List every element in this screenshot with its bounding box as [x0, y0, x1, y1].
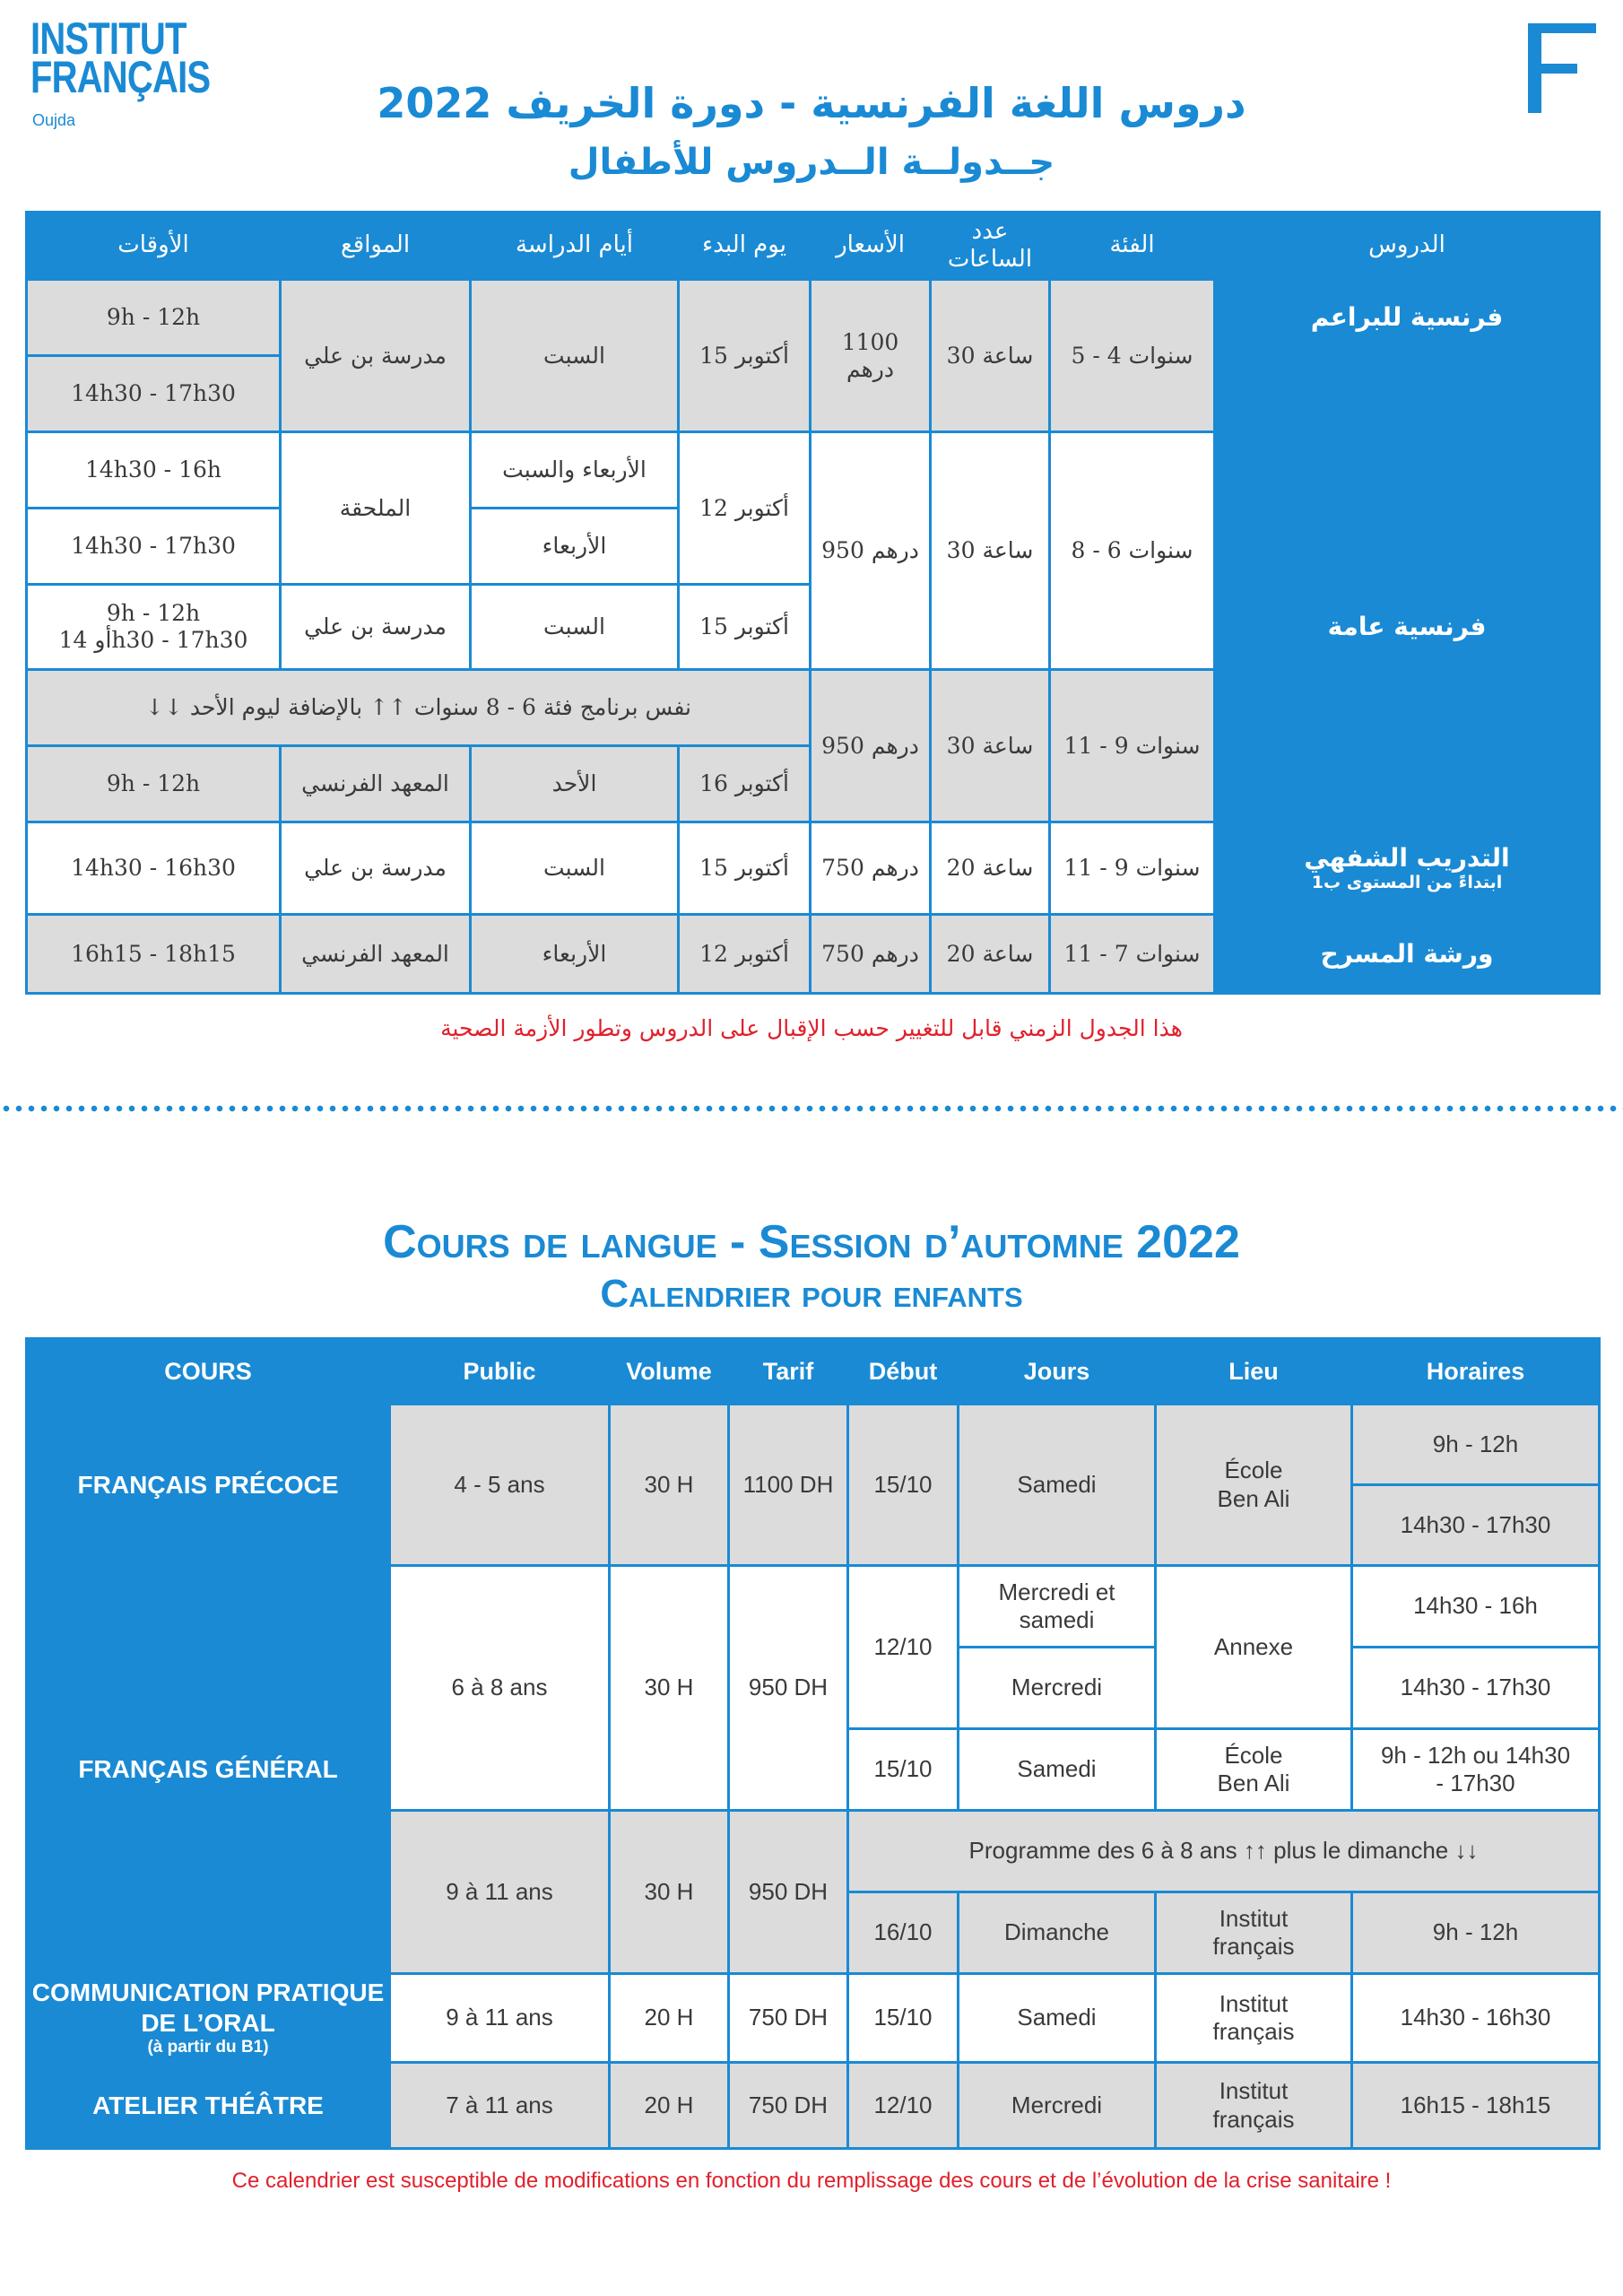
- course-oral-subtitle: ابتداءً من المستوى ب1: [1311, 873, 1503, 893]
- time-value: 14h30 - 17h30: [58, 627, 248, 653]
- arabic-title: دروس اللغة الفرنسية - دورة الخريف 2022: [377, 79, 1246, 127]
- price-cell: 950 درهم: [811, 670, 931, 822]
- lieu-cell: École Ben Ali: [1156, 1405, 1352, 1566]
- hours-cell: 20 ساعة: [931, 915, 1050, 994]
- time-value: 9h - 12h: [106, 600, 201, 626]
- location-cell: مدرسة بن علي: [281, 280, 471, 432]
- jours-cell: Dimanche: [959, 1892, 1156, 1974]
- lieu-cell: Institut français: [1156, 1892, 1352, 1974]
- start-cell: 15 أكتوبر: [679, 280, 811, 432]
- public-cell: 6 à 8 ans: [390, 1566, 610, 1811]
- hours-cell: 30 ساعة: [931, 432, 1050, 670]
- public-cell: 4 - 5 ans: [390, 1405, 610, 1566]
- tarif-cell: 950 DH: [729, 1566, 848, 1811]
- jours-cell: Samedi: [959, 1974, 1156, 2063]
- course-oral: [27, 1974, 390, 2063]
- lieu-cell: Institut français: [1156, 1974, 1352, 2063]
- course-theatre: ATELIER THÉÂTRE: [27, 2063, 390, 2149]
- price-cell: 1100 درهم: [811, 280, 931, 432]
- location-cell: المعهد الفرنسي: [281, 915, 471, 994]
- category-cell: 11 - 9 سنوات: [1050, 670, 1215, 822]
- volume-cell: 30 H: [610, 1405, 729, 1566]
- course-theatre: ورشة المسرح: [1215, 915, 1600, 994]
- dotted-separator: [0, 1105, 1623, 1112]
- course-spacer: [1215, 356, 1600, 432]
- jours-cell: Mercredi et samedi: [959, 1566, 1156, 1648]
- course-precoce: FRANÇAIS PRÉCOCE: [27, 1405, 390, 1566]
- horaire-cell: 14h30 - 16h: [1352, 1566, 1600, 1648]
- program-note: نفس برنامج فئة 6 - 8 سنوات ↑↑ بالإضافة ليوم الأحد ↓↓: [27, 670, 811, 746]
- course-oral-title: التدريب الشفهي: [1304, 842, 1510, 873]
- tarif-cell: 950 DH: [729, 1811, 848, 1974]
- tarif-cell: 750 DH: [729, 2063, 848, 2149]
- days-cell: السبت: [471, 585, 679, 670]
- start-cell: 16 أكتوبر: [679, 746, 811, 822]
- french-note: Ce calendrier est susceptible de modifications en fonction du remplissage des cours et de l’évolution de la crise sanitaire !: [231, 2169, 1392, 2193]
- logo-city: Oujda: [32, 111, 76, 129]
- header-volume: Volume: [610, 1339, 729, 1405]
- debut-cell: 15/10: [848, 1729, 959, 1811]
- debut-cell: 16/10: [848, 1892, 959, 1974]
- category-cell: 5 - 4 سنوات: [1050, 280, 1215, 432]
- or-label: أو: [94, 627, 112, 653]
- category-cell: 8 - 6 سنوات: [1050, 432, 1215, 670]
- start-cell: 15 أكتوبر: [679, 822, 811, 915]
- public-cell: 7 à 11 ans: [390, 2063, 610, 2149]
- header-prices: الأسعار: [811, 213, 931, 280]
- horaire-cell: 14h30 - 17h30: [1352, 1485, 1600, 1566]
- horaire-cell: 14h30 - 16h30: [1352, 1974, 1600, 2063]
- time-cell: 14h30 - 16h30: [27, 822, 281, 915]
- jours-cell: Mercredi: [959, 2063, 1156, 2149]
- time-cell: 9h - 12h: [27, 280, 281, 356]
- header-jours: Jours: [959, 1339, 1156, 1405]
- category-cell: 11 - 7 سنوات: [1050, 915, 1215, 994]
- horaire-cell: 9h - 12h ou 14h30 - 17h30: [1352, 1729, 1600, 1811]
- start-cell: 15 أكتوبر: [679, 585, 811, 670]
- french-subtitle: Calendrier pour enfants: [600, 1272, 1023, 1316]
- volume-cell: 30 H: [610, 1811, 729, 1974]
- location-cell: المعهد الفرنسي: [281, 746, 471, 822]
- header-lieu: Lieu: [1156, 1339, 1352, 1405]
- header-study-days: أيام الدراسة: [471, 213, 679, 280]
- days-cell: الأربعاء والسبت: [471, 432, 679, 509]
- time-cell: 16h15 - 18h15: [27, 915, 281, 994]
- jours-cell: Samedi: [959, 1729, 1156, 1811]
- location-cell: مدرسة بن علي: [281, 585, 471, 670]
- lieu-cell: Annexe: [1156, 1566, 1352, 1729]
- location-cell: الملحقة: [281, 432, 471, 585]
- jours-cell: Mercredi: [959, 1648, 1156, 1729]
- french-title: Cours de langue - Session d’automne 2022: [383, 1216, 1240, 1268]
- days-cell: السبت: [471, 280, 679, 432]
- horaire-cell: 9h - 12h: [1352, 1892, 1600, 1974]
- hours-cell: 30 ساعة: [931, 280, 1050, 432]
- tarif-cell: 1100 DH: [729, 1405, 848, 1566]
- horaire-cell: 16h15 - 18h15: [1352, 2063, 1600, 2149]
- hours-cell: 20 ساعة: [931, 822, 1050, 915]
- days-cell: الأربعاء: [471, 509, 679, 585]
- public-cell: 9 à 11 ans: [390, 1974, 610, 2063]
- volume-cell: 20 H: [610, 1974, 729, 2063]
- header-times: الأوقات: [27, 213, 281, 280]
- logo-line-1: INSTITUT: [30, 13, 187, 64]
- start-cell: 12 أكتوبر: [679, 432, 811, 585]
- header-start-day: يوم البدء: [679, 213, 811, 280]
- debut-cell: 12/10: [848, 1566, 959, 1729]
- logo-line-2: FRANÇAIS: [30, 52, 211, 102]
- time-cell: 14h30 - 17h30: [27, 509, 281, 585]
- arabic-subtitle: جــدولــة الــدروس للأطفال: [568, 142, 1055, 183]
- hours-cell: 30 ساعة: [931, 670, 1050, 822]
- jours-cell: Samedi: [959, 1405, 1156, 1566]
- header-debut: Début: [848, 1339, 959, 1405]
- header-hours: عدد الساعات: [931, 213, 1050, 280]
- category-cell: 11 - 9 سنوات: [1050, 822, 1215, 915]
- lieu-cell: Institut français: [1156, 2063, 1352, 2149]
- course-oral-subtitle: (à partir du B1): [147, 2038, 269, 2057]
- header-category: الفئة: [1050, 213, 1215, 280]
- header-tarif: Tarif: [729, 1339, 848, 1405]
- time-cell: [27, 585, 281, 670]
- public-cell: 9 à 11 ans: [390, 1811, 610, 1974]
- time-cell: 14h30 - 17h30: [27, 356, 281, 432]
- start-cell: 12 أكتوبر: [679, 915, 811, 994]
- header-courses: الدروس: [1215, 213, 1600, 280]
- course-general: FRANÇAIS GÉNÉRAL: [27, 1566, 390, 1974]
- time-cell: 14h30 - 16h: [27, 432, 281, 509]
- debut-cell: 15/10: [848, 1405, 959, 1566]
- tarif-cell: 750 DH: [729, 1974, 848, 2063]
- arabic-schedule-table: [25, 211, 1601, 995]
- header-horaires: Horaires: [1352, 1339, 1600, 1405]
- horaire-cell: 14h30 - 17h30: [1352, 1648, 1600, 1729]
- course-general: فرنسية عامة: [1215, 432, 1600, 822]
- days-cell: الأحد: [471, 746, 679, 822]
- arabic-note: هذا الجدول الزمني قابل للتغيير حسب الإقبال على الدروس وتطور الأزمة الصحية: [440, 1015, 1183, 1041]
- time-cell: 9h - 12h: [27, 746, 281, 822]
- program-note: Programme des 6 à 8 ans ↑↑ plus le dimanche ↓↓: [848, 1811, 1600, 1892]
- price-cell: 950 درهم: [811, 432, 931, 670]
- debut-cell: 15/10: [848, 1974, 959, 2063]
- header-public: Public: [390, 1339, 610, 1405]
- course-oral: [1215, 822, 1600, 915]
- lieu-cell: École Ben Ali: [1156, 1729, 1352, 1811]
- volume-cell: 30 H: [610, 1566, 729, 1811]
- location-cell: مدرسة بن علي: [281, 822, 471, 915]
- french-schedule-table: [25, 1337, 1601, 2150]
- price-cell: 750 درهم: [811, 915, 931, 994]
- price-cell: 750 درهم: [811, 822, 931, 915]
- days-cell: الأربعاء: [471, 915, 679, 994]
- header-locations: المواقع: [281, 213, 471, 280]
- course-oral-title: COMMUNICATION PRATIQUE DE L’ORAL: [31, 1979, 385, 2037]
- header-cours: COURS: [27, 1339, 390, 1405]
- volume-cell: 20 H: [610, 2063, 729, 2149]
- debut-cell: 12/10: [848, 2063, 959, 2149]
- days-cell: السبت: [471, 822, 679, 915]
- course-precoce: فرنسية للبراعم: [1215, 280, 1600, 356]
- horaire-cell: 9h - 12h: [1352, 1405, 1600, 1485]
